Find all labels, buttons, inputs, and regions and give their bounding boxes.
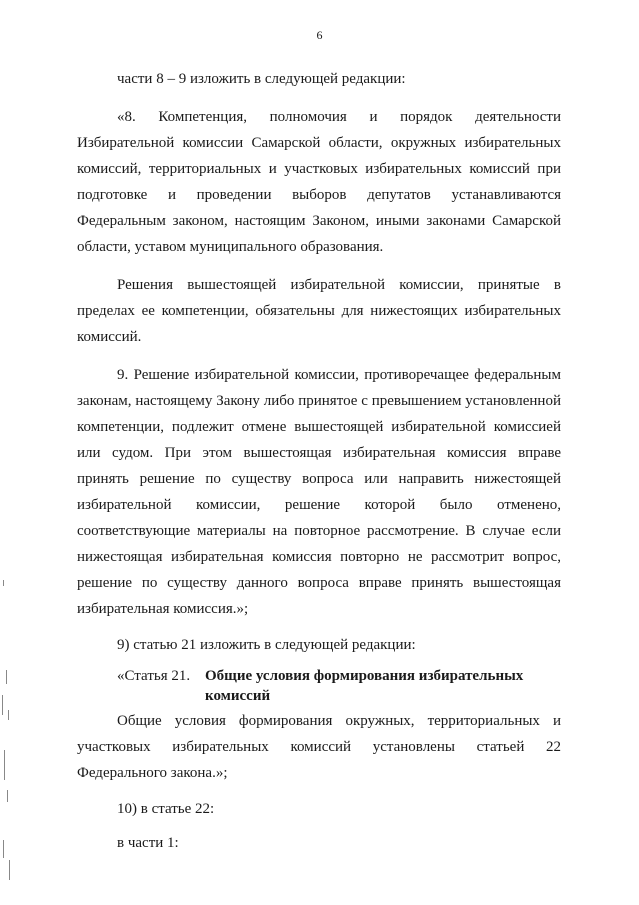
article-heading (77, 666, 561, 706)
paragraph-5: 9) статью 21 изложить в следующей редакции: (117, 637, 416, 653)
paragraph-2: «8. Компетенция, полномочия и порядок деятельности Избирательной комиссии Самарской области, окружных избирательных комиссий, территориальных и участковых избирательных комиссий при подготовке и проведении выборов депутатов устанавливаются Федеральным законом, настоящим Законом, иными законами Самарской области, уставом муниципального образования. (77, 109, 561, 255)
page-number: 6 (316, 28, 323, 42)
scan-edge-artifacts (0, 560, 14, 900)
paragraph-4: 9. Решение избирательной комиссии, противоречащее федеральным законам, настоящему Закону либо принятое с превышением установленной компетенции, подлежит отмене вышестоящей избирательной комиссией или судом. При этом вышестоящая избирательная комиссия вправе принять решение по существу вопроса или направить нижестоящей избирательной комиссии, решение которой было отменено, соответствующие материалы на повторное рассмотрение. В случае если нижестоящая избирательная комиссия повторно не рассмотрит вопрос, решение по существу данного вопроса вправе принять вышестоящая избирательная комиссия.»; (77, 367, 561, 617)
article-title: Общие условия формирования избирательных комиссий (205, 668, 524, 704)
article-number: «Статья 21. (117, 668, 191, 684)
paragraph-7: 10) в статье 22: (117, 801, 215, 817)
paragraph-6: Общие условия формирования окружных, территориальных и участковых избирательных комиссий установлены статьей 22 Федерального закона.»; (77, 713, 561, 781)
paragraph-3: Решения вышестоящей избирательной комиссии, принятые в пределах ее компетенции, обязательны для нижестоящих избирательных комиссий. (77, 277, 561, 345)
paragraph-1: части 8 – 9 изложить в следующей редакции: (117, 71, 406, 87)
paragraph-8: в части 1: (117, 835, 179, 851)
document-body (77, 66, 561, 856)
